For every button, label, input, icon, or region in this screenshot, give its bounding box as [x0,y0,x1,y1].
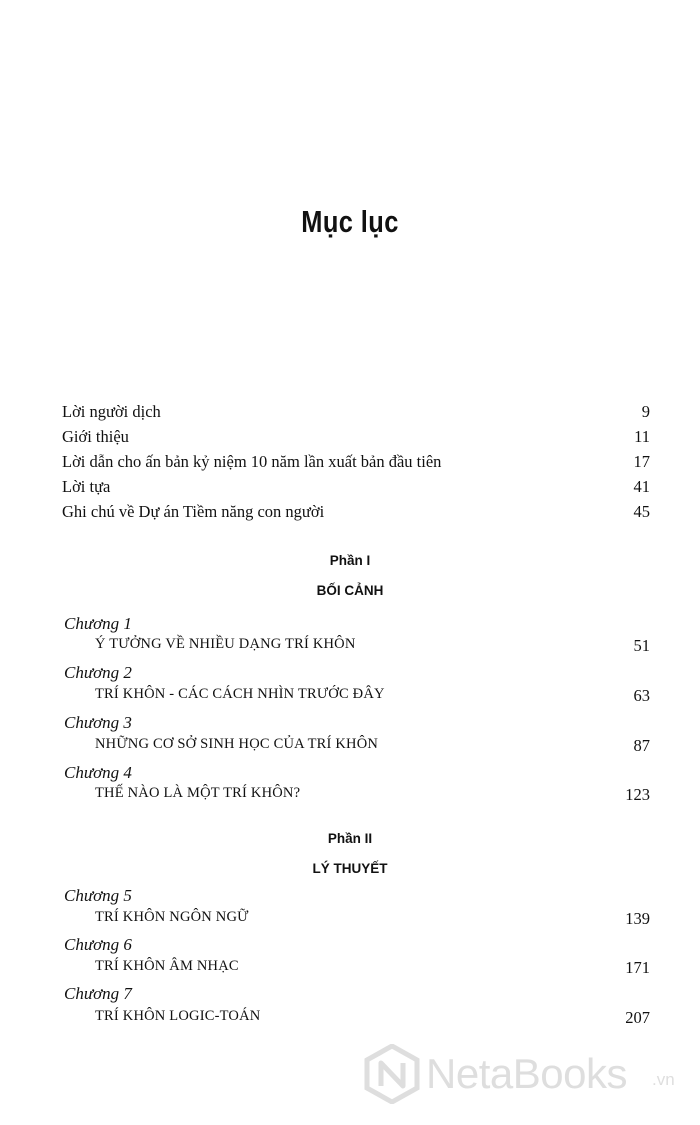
chapter-title: TRÍ KHÔN ÂM NHẠC [95,958,239,974]
chapter-title: TRÍ KHÔN LOGIC-TOÁN [95,1008,261,1024]
chapter-label: Chương 6 [64,935,132,954]
entry-page-number: 87 [633,736,650,755]
entry-title: Lời dẫn cho ấn bản kỷ niệm 10 năm lần xuất bản đầu tiên [62,452,442,471]
entry-page-number: 139 [625,909,650,928]
chapter-label: Chương 2 [64,663,132,682]
toc-entry [0,452,700,476]
watermark [362,1044,692,1106]
chapter-label: Chương 4 [64,763,132,782]
part-label: Phần I [329,553,371,568]
chapter-title: THẾ NÀO LÀ MỘT TRÍ KHÔN? [95,785,301,801]
entry-title: Lời tựa [62,477,111,496]
chapter-title: TRÍ KHÔN NGÔN NGỮ [95,909,249,925]
chapter-title: Ý TƯỞNG VỀ NHIỀU DẠNG TRÍ KHÔN [95,636,356,652]
entry-page-number: 123 [625,785,650,804]
entry-page-number: 9 [641,402,650,421]
toc-entry [0,402,700,426]
entry-page-number: 51 [633,636,650,655]
toc-entry [0,909,700,933]
part-section-title: LÝ THUYẾT [312,861,388,876]
entry-page-number: 207 [625,1008,650,1027]
entry-page-number: 41 [633,477,650,496]
toc-entry [0,427,700,451]
toc-entry [0,1008,700,1032]
entry-page-number: 45 [633,502,650,521]
entry-title: Lời người dịch [62,402,161,421]
netabooks-logo-icon [362,1044,422,1104]
chapter-label: Chương 1 [64,614,132,633]
part-section-title: BỐI CẢNH [316,583,384,598]
chapter-label: Chương 7 [64,984,132,1003]
chapter-label: Chương 3 [64,713,132,732]
entry-page-number: 11 [634,427,650,446]
toc-entry [0,502,700,526]
watermark-brand: NetaBooks [426,1050,627,1097]
page-title: Mục lục [301,204,399,239]
toc-entry [0,736,700,760]
entry-page-number: 171 [625,958,650,977]
entry-page-number: 63 [633,686,650,705]
entry-title: Ghi chú về Dự án Tiềm năng con người [62,502,325,521]
watermark-domain: .vn [652,1070,675,1089]
toc-entry [0,686,700,710]
toc-entry [0,958,700,982]
toc-entry [0,636,700,660]
part-label: Phần II [327,831,373,846]
toc-entry [0,785,700,809]
toc-entry [0,477,700,501]
chapter-title: TRÍ KHÔN - CÁC CÁCH NHÌN TRƯỚC ĐÂY [95,686,385,702]
chapter-label: Chương 5 [64,886,132,905]
chapter-title: NHỮNG CƠ SỞ SINH HỌC CỦA TRÍ KHÔN [95,736,379,752]
entry-page-number: 17 [633,452,650,471]
entry-title: Giới thiệu [62,427,129,446]
